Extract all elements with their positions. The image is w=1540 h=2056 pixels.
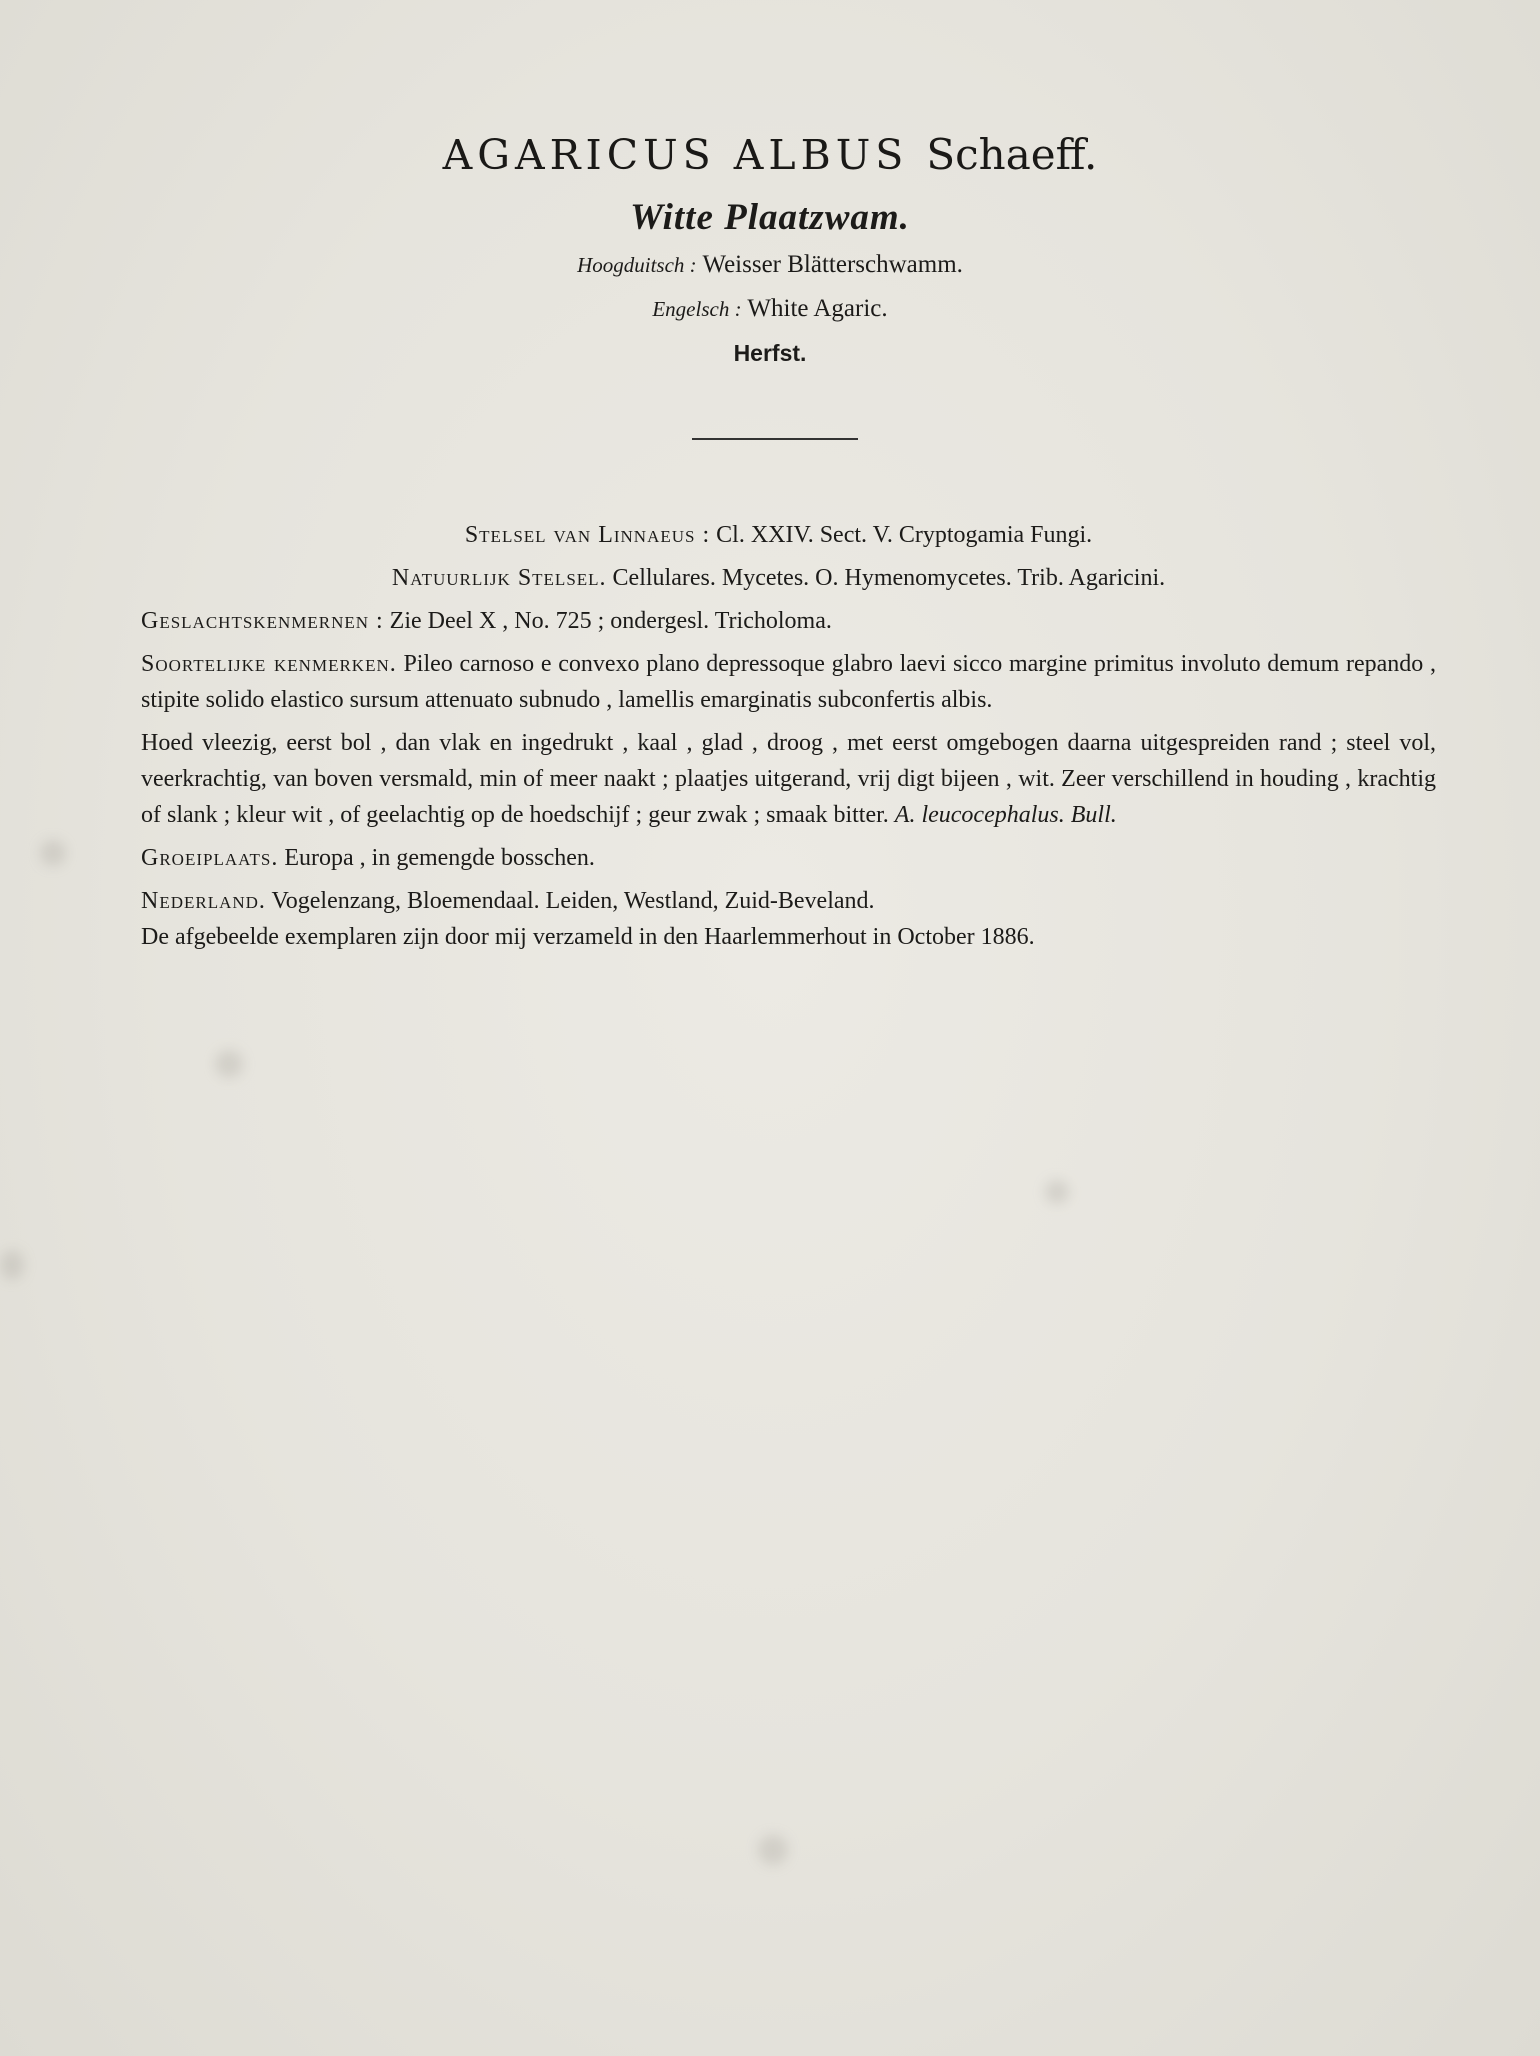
german-name-line — [0, 243, 1540, 287]
paper-stain — [1045, 1180, 1069, 1204]
german-label: Hoogduitsch : — [577, 253, 697, 277]
paper-stain — [0, 1250, 24, 1280]
description-text: Hoed vleezig, eerst bol , dan vlak en ingedrukt , kaal , glad , droog , met eerst omgebogen daarna uitgespreiden rand ; steel vol, veerkrachtig, van boven versmald, min of meer naakt ; plaatjes uitgerand, vrij digt bijeen , wit. Zeer verschillend in houding , krachtig of slank ; kleur wit , of geelachtig op de hoedschijf ; geur zwak ; smaak bitter. — [141, 730, 1436, 828]
dutch-common-name: Witte Plaatzwam. — [630, 197, 910, 238]
species-author: Schaeff. — [926, 130, 1098, 179]
linnaeus-label: Stelsel van Linnaeus : — [464, 522, 711, 548]
netherlands-text: Vogelenzang, Bloemendaal. Leiden, Westland, Zuid-Beveland. — [271, 888, 875, 914]
genus-characteristics — [121, 603, 1436, 639]
season: Herfst. — [733, 340, 807, 366]
description-body — [121, 517, 1436, 962]
collection-note: De afgebeelde exemplaren zijn door mij verzameld in den Haarlemmerhout in October 1886. — [141, 924, 1035, 950]
natural-system — [121, 560, 1436, 596]
synonym: A. leucocephalus. Bull. — [894, 802, 1117, 828]
english-name-line — [0, 287, 1540, 331]
linnaeus-system — [121, 517, 1436, 553]
species-description — [121, 725, 1436, 833]
habitat-text: Europa , in gemengde bosschen. — [284, 845, 595, 871]
species-title — [0, 125, 1540, 185]
plate-header — [0, 125, 1540, 375]
habitat — [121, 840, 1436, 876]
netherlands-locations — [121, 883, 1436, 919]
genus-label: Geslachtskenmernen : — [141, 608, 384, 634]
habitat-label: Groeiplaats. — [141, 845, 279, 871]
natural-text: Cellulares. Mycetes. O. Hymenomycetes. Trib. Agaricini. — [612, 565, 1166, 591]
netherlands-label: Nederland. — [141, 888, 266, 914]
species-label: Soortelijke kenmerken. — [141, 651, 397, 677]
paper-stain — [40, 840, 66, 866]
species-scientific-name: AGARICUS ALBUS — [442, 131, 909, 179]
linnaeus-text: Cl. XXIV. Sect. V. Cryptogamia Fungi. — [716, 522, 1093, 548]
german-name: Weisser Blätterschwamm. — [702, 251, 963, 278]
paper-stain — [758, 1835, 788, 1865]
header-divider — [692, 438, 858, 440]
english-name: White Agaric. — [747, 295, 888, 322]
species-text: Pileo carnoso e convexo plano depressoque glabro laevi sicco margine primitus involuto demum repando , stipite solido elastico sursum attenuato subnudo , lamellis emarginatis subconfertis albis. — [141, 651, 1437, 713]
natural-label: Natuurlijk Stelsel. — [391, 565, 607, 591]
genus-text: Zie Deel X , No. 725 ; ondergesl. Tricholoma. — [389, 608, 832, 634]
english-label: Engelsch : — [652, 297, 742, 321]
species-characteristics — [121, 646, 1436, 718]
paper-stain — [215, 1050, 243, 1078]
